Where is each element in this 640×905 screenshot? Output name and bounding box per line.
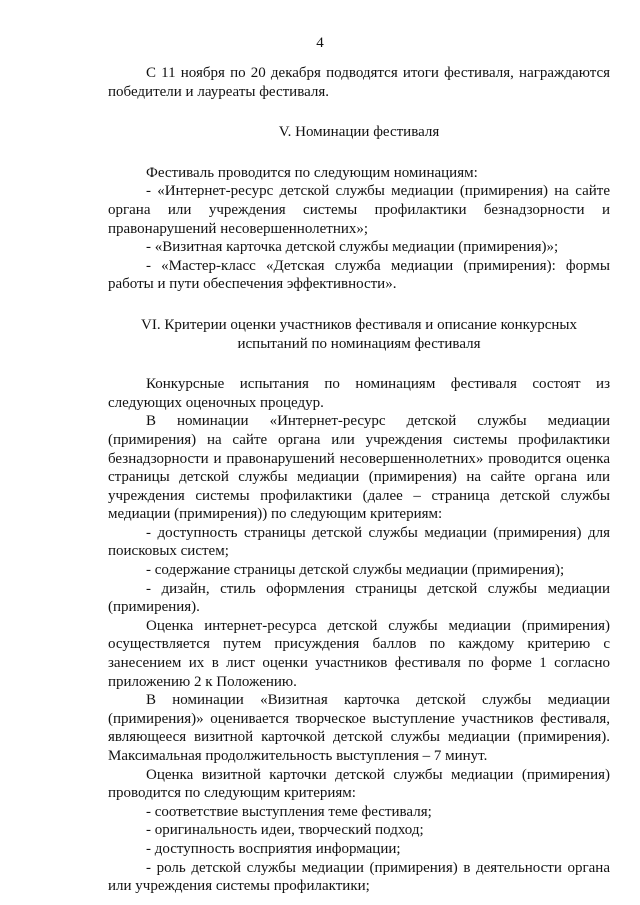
- nomination-item-2: - «Визитная карточка детской службы медиации (примирения)»;: [146, 239, 559, 256]
- section-6-paragraph-1: Конкурсные испытания по номинациям фестиваля состоят из следующих оценочных процедур.: [108, 376, 610, 411]
- section-6-paragraph-card-evaluation: Оценка визитной карточки детской службы медиации (примирения) проводится по следующим критериям:: [108, 766, 610, 802]
- document-body: [108, 64, 610, 896]
- nomination-item-3: - «Мастер-класс «Детская служба медиации (примирения): формы работы и пути обеспечения эффективности».: [108, 257, 610, 293]
- criterion-item-role: - роль детской службы медиации (примирения) в деятельности органа или учреждения системы профилактики;: [108, 859, 610, 895]
- criterion-item-content: - содержание страницы детской службы медиации (примирения);: [146, 562, 565, 579]
- section-6-paragraph-2: В номинации «Интернет-ресурс детской службы медиации (примирения) на сайте органа или учреждения системы профилактики безнадзорности и правонарушений несовершеннолетних» проводится оценка страницы детской службы медиации (примирения) на сайте органа или учреждения системы профилактики (далее – страница детской службы медиации (примирения)) по следующим критериям:: [108, 413, 610, 523]
- section-5-lead: Фестиваль проводится по следующим номинациям:: [146, 164, 478, 181]
- intro-paragraph: С 11 ноября по 20 декабря подводятся итоги фестиваля, награждаются победители и лауреаты фестиваля.: [108, 65, 610, 100]
- section-6-heading-line-1: VI. Критерии оценки участников фестиваля и описание конкурсных: [141, 316, 577, 333]
- section-6-heading: [108, 316, 610, 353]
- nomination-item-1: - «Интернет-ресурс детской службы медиации (примирения) на сайте органа или учреждения системы профилактики безнадзорности и правонарушений несовершеннолетних»;: [108, 183, 610, 237]
- criterion-item-originality: - оригинальность идеи, творческий подход;: [146, 822, 424, 839]
- section-6-paragraph-evaluation: Оценка интернет-ресурса детской службы медиации (примирения) осуществляется путем присуждения баллов по каждому критерию с занесением их в лист оценки участников фестиваля по форме 1 согласно приложению 2 к Положению.: [108, 617, 610, 690]
- section-5-heading: V. Номинации фестиваля: [278, 124, 440, 141]
- criterion-item-accessibility: - доступность восприятия информации;: [146, 840, 401, 857]
- page-number: 4: [316, 35, 324, 51]
- criterion-item-theme: - соответствие выступления теме фестиваля;: [146, 803, 432, 820]
- section-6-paragraph-business-card: В номинации «Визитная карточка детской службы медиации (примирения)» оценивается творческое выступление участников фестиваля, являющееся визитной карточкой детской службы медиации (примирения). Максимальная продолжительность выступления – 7 минут.: [108, 692, 610, 764]
- section-6-heading-line-2: испытаний по номинациям фестиваля: [237, 335, 481, 352]
- criterion-item-search: - доступность страницы детской службы медиации (примирения) для поисковых систем;: [108, 524, 610, 560]
- criterion-item-design: - дизайн, стиль оформления страницы детской службы медиации (примирения).: [108, 580, 610, 616]
